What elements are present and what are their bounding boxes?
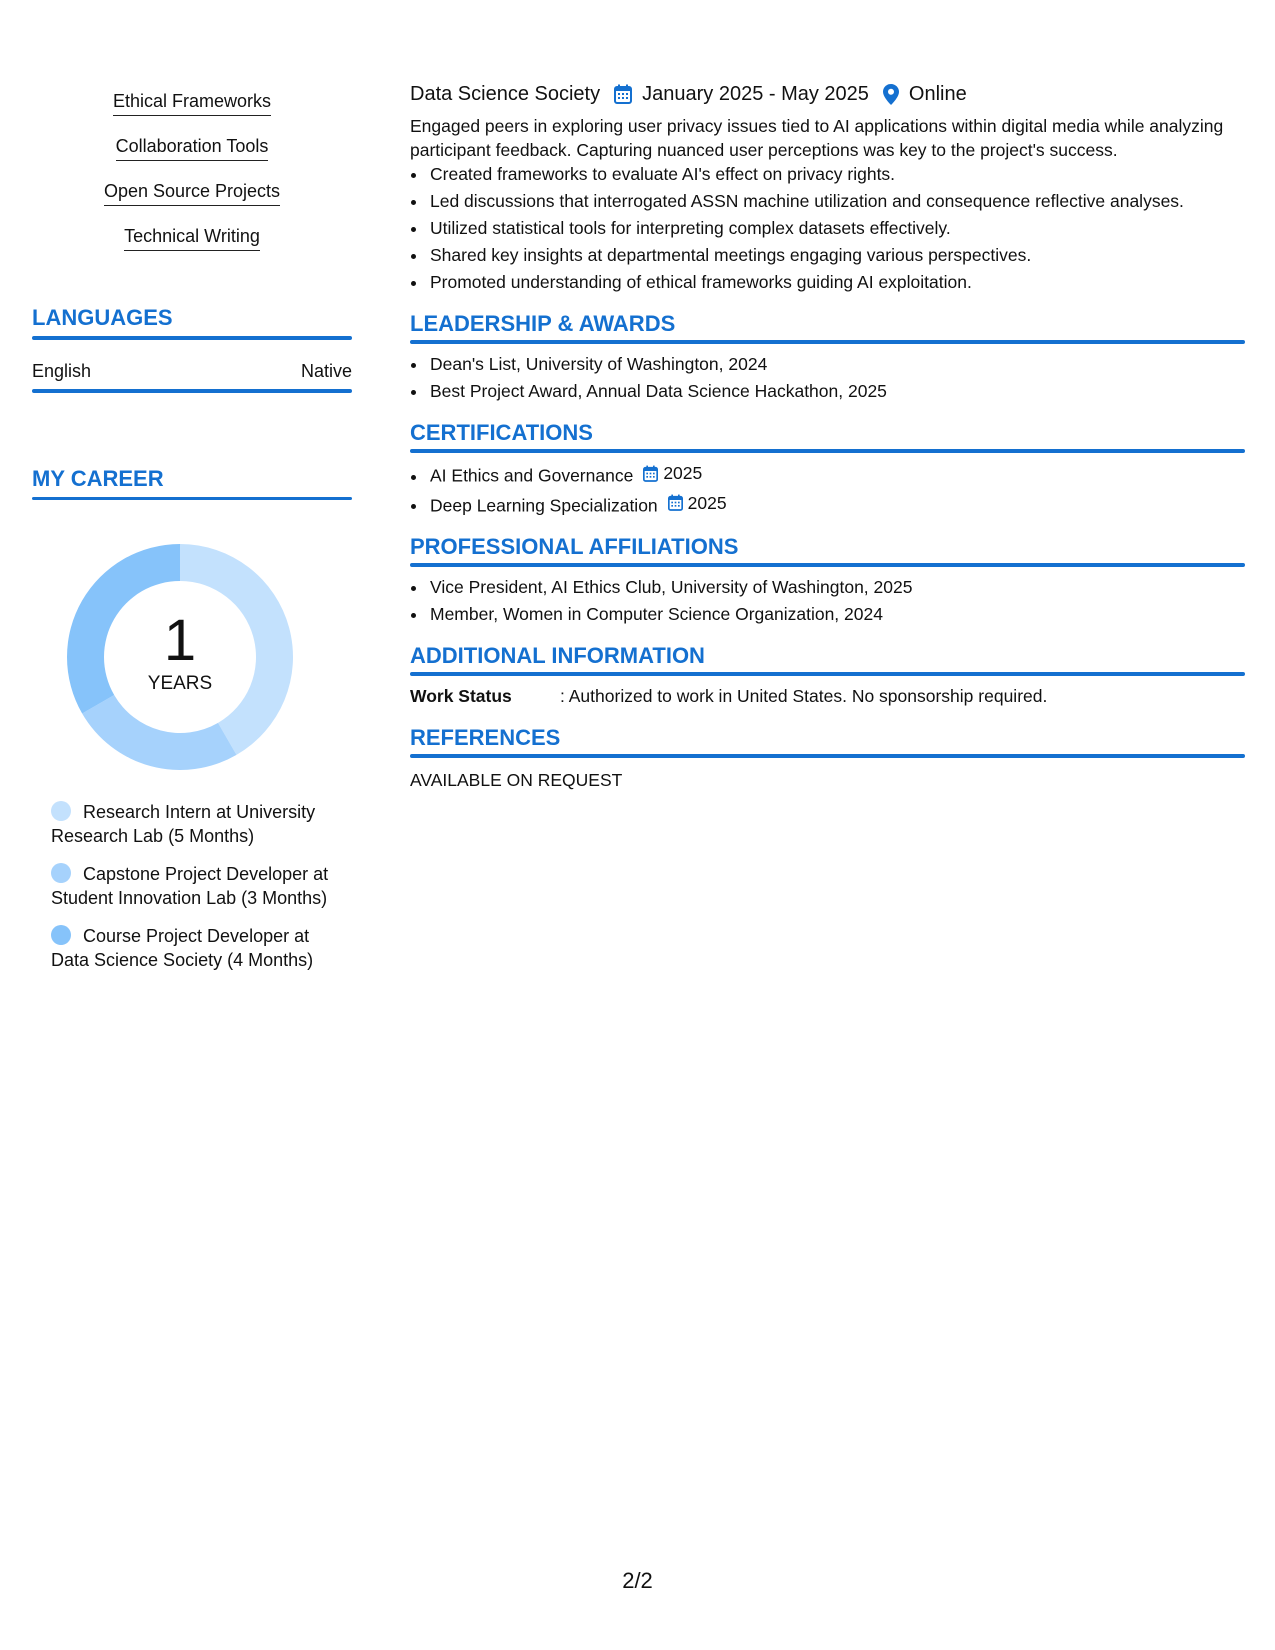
section-title: REFERENCES	[410, 725, 561, 750]
skill-tag: Collaboration Tools	[116, 134, 269, 161]
cert-year: 2025	[663, 463, 703, 483]
right-column	[410, 80, 1245, 792]
list-item: • Dean's List, University of Washington, 2024	[428, 352, 1245, 376]
list-item	[428, 491, 1245, 518]
legend-dot	[51, 863, 71, 883]
career-section	[32, 465, 352, 972]
list-item: • Member, Women in Computer Science Organization, 2024	[428, 602, 1245, 626]
work-status-label: Work Status	[410, 686, 512, 706]
skill-tag: Technical Writing	[124, 224, 260, 251]
skill-tag: Open Source Projects	[104, 179, 280, 206]
legend-label: Capstone Project Developer at Student Innovation Lab (3 Months)	[51, 864, 329, 908]
section-title: ADDITIONAL INFORMATION	[410, 643, 705, 668]
affiliations-list	[410, 575, 1245, 626]
certifications-list	[410, 461, 1245, 517]
career-legend	[51, 800, 331, 972]
experience-location: Online	[908, 83, 967, 105]
donut-center	[67, 544, 293, 770]
section-divider	[410, 672, 1245, 676]
section-divider	[410, 340, 1245, 344]
list-item: • Promoted understanding of ethical frameworks guiding AI exploitation.	[428, 270, 1245, 294]
section-divider	[410, 449, 1245, 453]
list-item: • Shared key insights at departmental meetings engaging various perspectives.	[428, 243, 1245, 267]
legend-item	[51, 800, 331, 848]
page-number: 2/2	[622, 1568, 653, 1593]
section-title: MY CAREER	[32, 466, 164, 491]
skill-tag: Ethical Frameworks	[113, 89, 271, 116]
calendar-icon	[643, 465, 658, 482]
section-divider	[410, 563, 1245, 567]
references-section	[410, 724, 1245, 792]
left-column	[32, 80, 352, 986]
list-item: • Utilized statistical tools for interpreting complex datasets effectively.	[428, 216, 1245, 240]
additional-info-section	[410, 642, 1245, 708]
cert-year: 2025	[687, 492, 727, 513]
legend-item	[51, 924, 331, 972]
legend-dot	[51, 925, 71, 945]
section-divider	[32, 497, 352, 500]
section-title: LANGUAGES	[32, 305, 173, 330]
legend-label: Course Project Developer at Data Science Society (4 Months)	[51, 926, 314, 970]
affiliations-section	[410, 533, 1245, 626]
calendar-icon	[614, 84, 632, 104]
calendar-icon	[668, 494, 683, 511]
experience-description: Engaged peers in exploring user privacy issues tied to AI applications within digital media while analyzing participant feedback. Capturing nuanced user perceptions was key to the project's success.	[410, 116, 1224, 160]
career-donut-chart	[67, 544, 293, 770]
leadership-list	[410, 352, 1245, 403]
experience-dates: January 2025 - May 2025	[642, 83, 869, 105]
list-item: • Led discussions that interrogated ASSN machine utilization and consequence reflective analyses.	[428, 189, 1245, 213]
list-item: • Created frameworks to evaluate AI's effect on privacy rights.	[428, 162, 1245, 186]
section-title: CERTIFICATIONS	[410, 420, 593, 445]
work-status-row	[410, 684, 1245, 708]
location-pin-icon	[883, 84, 899, 105]
cert-name: AI Ethics and Governance	[430, 465, 634, 486]
language-level: Native	[300, 361, 352, 381]
section-divider	[32, 336, 352, 340]
career-total: 1	[163, 608, 197, 673]
language-row	[32, 360, 352, 389]
language-name: English	[32, 361, 92, 381]
career-unit: YEARS	[147, 673, 213, 694]
legend-item	[51, 862, 331, 910]
experience-header	[410, 80, 1245, 108]
experience-org: Data Science Society	[410, 83, 601, 105]
references-text: AVAILABLE ON REQUEST	[410, 770, 623, 790]
leadership-section	[410, 310, 1245, 403]
experience-bullets	[410, 162, 1245, 294]
section-divider	[410, 754, 1245, 758]
cert-name: Deep Learning Specialization	[430, 495, 658, 515]
language-level-bar	[32, 389, 352, 393]
section-title: LEADERSHIP & AWARDS	[410, 311, 676, 336]
languages-section	[32, 304, 352, 393]
list-item	[428, 461, 1245, 488]
list-item: • Best Project Award, Annual Data Science Hackathon, 2025	[428, 379, 1245, 403]
legend-label: Research Intern at University Research Lab (5 Months)	[51, 802, 316, 846]
work-status-value: : Authorized to work in United States. No sponsorship required.	[560, 686, 1048, 706]
section-title: PROFESSIONAL AFFILIATIONS	[410, 534, 739, 559]
legend-dot	[51, 801, 71, 821]
list-item: • Vice President, AI Ethics Club, University of Washington, 2025	[428, 575, 1245, 599]
skills-list	[32, 80, 352, 260]
certifications-section	[410, 419, 1245, 517]
